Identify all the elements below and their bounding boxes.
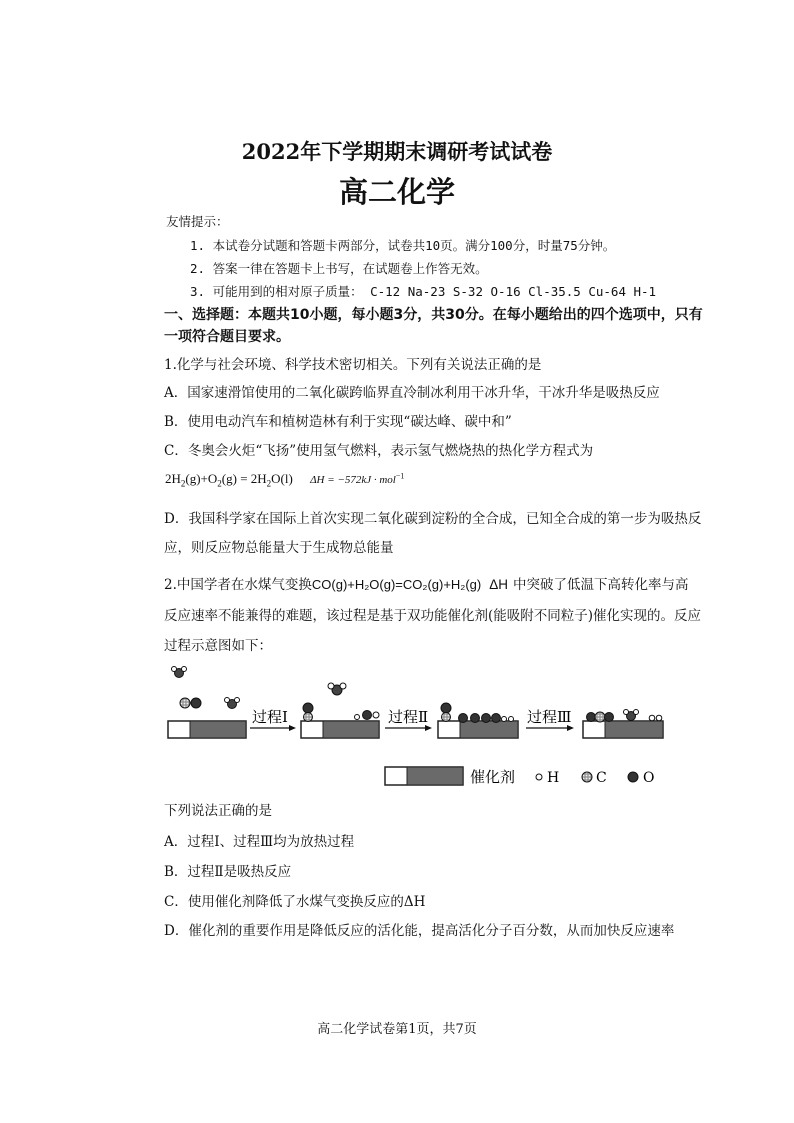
q2-stem-line1: 2.中国学者在水煤气变换CO(g)+H₂O(g)=CO₂(g)+H₂(g) ΔH 中突破了低温下高转化率与高 xyxy=(164,577,689,593)
process-1-label: 过程Ⅰ xyxy=(252,708,288,726)
process-3-label: 过程Ⅲ xyxy=(527,708,572,726)
q1-option-c: C．冬奥会火炬“飞扬”使用氢气燃料，表示氢气燃烧热的热化学方程式为 xyxy=(164,443,594,459)
note-item: 2. 答案一律在答题卡上书写，在试题卷上作答无效。 xyxy=(190,261,488,276)
q2-option-d: D．催化剂的重要作用是降低反应的活化能，提高活化分子百分数，从而加快反应速率 xyxy=(164,923,675,939)
note-item: 3. 可能用到的相对原子质量： C-12 Na-23 S-32 O-16 Cl-35.5 Cu-64 H-1 xyxy=(190,284,657,299)
legend-catalyst-swatch xyxy=(385,767,463,785)
q1-stem: 1.化学与社会环境、科学技术密切相关。下列有关说法正确的是 xyxy=(164,357,542,373)
catalyst-block xyxy=(168,721,246,738)
exam-title: 2022年下学期期末调研考试试卷 xyxy=(241,139,553,164)
legend-c-marker xyxy=(582,772,592,782)
catalyst-block xyxy=(583,721,663,738)
water-molecule xyxy=(225,698,240,709)
adsorbed-co xyxy=(303,703,313,722)
q1-equation: $2H_2(g)+O_2(g) = 2H_2O(l) \Delta H = -572kJ \cdot mol^{-1}$ xyxy=(165,471,405,489)
subject-title: 高二化学 xyxy=(338,175,455,209)
note-item: 1. 本试卷分试题和答题卡两部分，试卷共10页。满分100分，时量75分钟。 xyxy=(190,238,616,253)
h2-molecule xyxy=(649,715,662,721)
notes-heading: 友情提示： xyxy=(166,214,229,229)
q1-option-b: B．使用电动汽车和植树造林有利于实现“碳达峰、碳中和” xyxy=(164,414,512,430)
legend-h-marker xyxy=(536,774,542,780)
section-heading: 一、选择题：本题共10小题，每小题3分，共30分。在每小题给出的四个选项中，只有 xyxy=(164,307,703,323)
q2-option-c: C．使用催化剂降低了水煤气变换反应的ΔH xyxy=(164,894,426,910)
legend-o-label: O xyxy=(643,770,655,786)
q2-option-b: B．过程Ⅱ是吸热反应 xyxy=(164,864,292,880)
co2-molecule xyxy=(587,712,614,722)
q2-stem-line3: 过程示意图如下： xyxy=(164,638,272,654)
section-heading-cont: 一项符合题目要求。 xyxy=(164,329,290,345)
adsorbed-co xyxy=(441,703,451,722)
catalyst-block xyxy=(438,721,518,738)
adsorbed-species xyxy=(355,711,380,720)
co-molecule xyxy=(180,698,201,708)
process-2-label: 过程Ⅱ xyxy=(388,708,429,726)
legend-o-marker xyxy=(628,772,638,782)
q1-option-a: A．国家速滑馆使用的二氧化碳跨临界直冷制冰利用干冰升华，干冰升华是吸热反应 xyxy=(164,385,660,401)
q1-option-d: D．我国科学家在国际上首次实现二氧化碳到淀粉的全合成，已知全合成的第一步为吸热反 xyxy=(164,511,702,527)
catalyst-block xyxy=(301,721,379,738)
legend-catalyst-label: 催化剂 xyxy=(470,768,516,786)
q2-option-a: A．过程Ⅰ、过程Ⅲ均为放热过程 xyxy=(164,834,355,850)
q2-question: 下列说法正确的是 xyxy=(164,803,272,819)
q2-stem-line2: 反应速率不能兼得的难题，该过程是基于双功能催化剂(能吸附不同粒子)催化实现的。反应 xyxy=(164,608,702,624)
adsorbed-species xyxy=(459,714,514,723)
legend-h-label: H xyxy=(547,770,560,786)
water-molecule xyxy=(328,683,346,695)
water-molecule xyxy=(172,667,187,678)
q1-option-d-cont: 应，则反应物总能量大于生成物总能量 xyxy=(164,540,394,556)
legend-c-label: C xyxy=(596,770,607,786)
water-molecule xyxy=(624,710,639,721)
page-footer: 高二化学试卷第1页，共7页 xyxy=(317,1022,477,1037)
